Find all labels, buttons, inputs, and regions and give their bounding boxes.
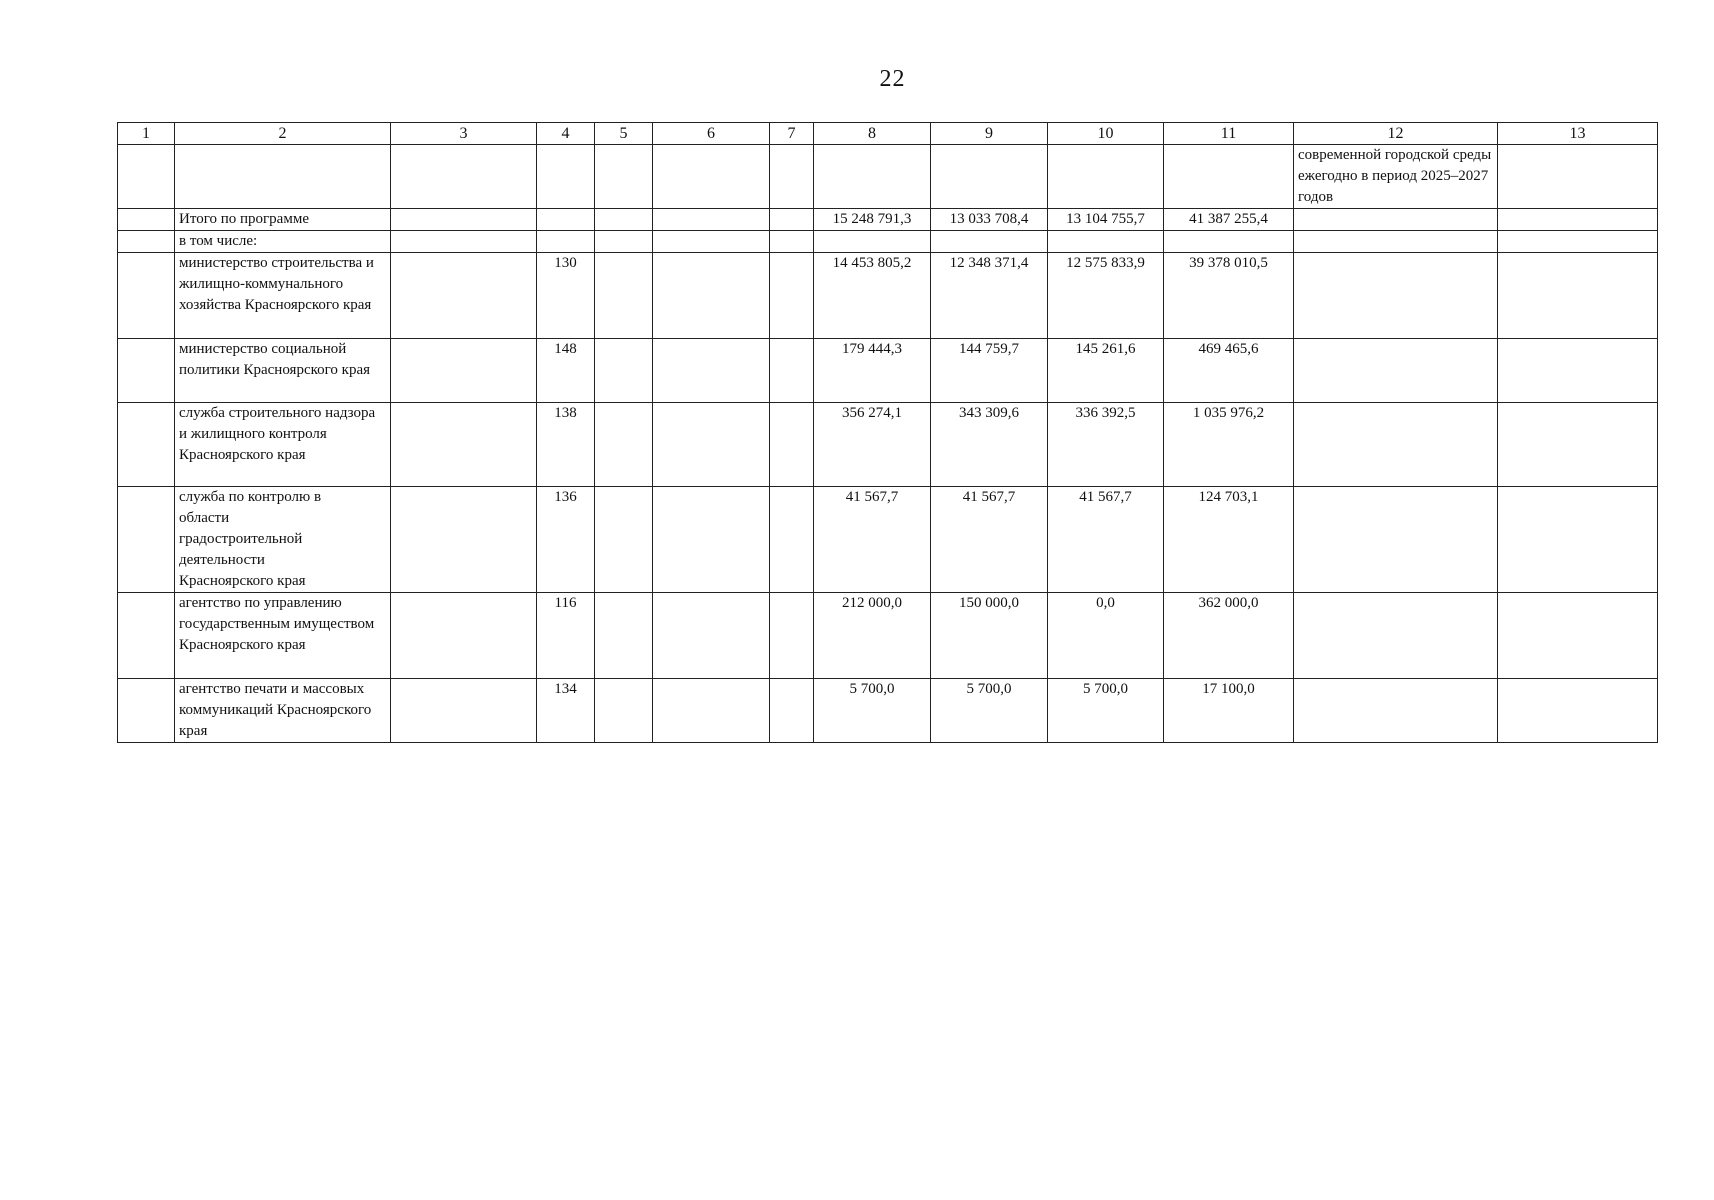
row-label: в том числе: bbox=[175, 231, 391, 253]
code-cell: 148 bbox=[537, 339, 595, 403]
amount-cell: 5 700,0 bbox=[1048, 679, 1164, 743]
page-number: 22 bbox=[879, 66, 906, 92]
result-cell bbox=[1294, 679, 1498, 743]
column-number-row bbox=[118, 123, 1658, 145]
table-row bbox=[118, 145, 1658, 209]
result-cell bbox=[1294, 231, 1498, 253]
result-cell: современной городской среды ежегодно в период 2025–2027 годов bbox=[1294, 145, 1498, 209]
code-cell bbox=[537, 209, 595, 231]
code-cell: 134 bbox=[537, 679, 595, 743]
code-cell bbox=[537, 145, 595, 209]
amount-cell: 5 700,0 bbox=[814, 679, 931, 743]
amount-cell: 13 104 755,7 bbox=[1048, 209, 1164, 231]
column-number: 7 bbox=[770, 123, 814, 145]
amount-cell: 15 248 791,3 bbox=[814, 209, 931, 231]
amount-cell bbox=[931, 231, 1048, 253]
amount-cell: 1 035 976,2 bbox=[1164, 403, 1294, 487]
amount-cell: 144 759,7 bbox=[931, 339, 1048, 403]
column-number: 6 bbox=[653, 123, 770, 145]
row-label: агентство по управлению государственным имуществом Красноярского края bbox=[175, 593, 391, 679]
column-number: 12 bbox=[1294, 123, 1498, 145]
amount-cell: 145 261,6 bbox=[1048, 339, 1164, 403]
table-row bbox=[118, 209, 1658, 231]
column-number: 13 bbox=[1498, 123, 1658, 145]
amount-cell: 343 309,6 bbox=[931, 403, 1048, 487]
code-cell bbox=[537, 231, 595, 253]
amount-cell: 0,0 bbox=[1048, 593, 1164, 679]
amount-cell: 41 567,7 bbox=[931, 487, 1048, 593]
row-label: Итого по программе bbox=[175, 209, 391, 231]
result-cell bbox=[1294, 593, 1498, 679]
row-label: служба строительного надзора и жилищного контроля Красноярского края bbox=[175, 403, 391, 487]
amount-cell: 212 000,0 bbox=[814, 593, 931, 679]
column-number: 2 bbox=[175, 123, 391, 145]
table-row bbox=[118, 487, 1658, 593]
table-row bbox=[118, 253, 1658, 339]
amount-cell: 336 392,5 bbox=[1048, 403, 1164, 487]
amount-cell bbox=[931, 145, 1048, 209]
amount-cell: 179 444,3 bbox=[814, 339, 931, 403]
result-cell bbox=[1294, 487, 1498, 593]
column-number: 9 bbox=[931, 123, 1048, 145]
amount-cell: 124 703,1 bbox=[1164, 487, 1294, 593]
table-row bbox=[118, 593, 1658, 679]
amount-cell: 14 453 805,2 bbox=[814, 253, 931, 339]
amount-cell: 356 274,1 bbox=[814, 403, 931, 487]
amount-cell bbox=[814, 231, 931, 253]
row-label bbox=[175, 145, 391, 209]
result-cell bbox=[1294, 209, 1498, 231]
amount-cell: 150 000,0 bbox=[931, 593, 1048, 679]
amount-cell: 12 575 833,9 bbox=[1048, 253, 1164, 339]
column-number: 8 bbox=[814, 123, 931, 145]
code-cell: 130 bbox=[537, 253, 595, 339]
budget-table bbox=[117, 122, 1658, 743]
amount-cell: 362 000,0 bbox=[1164, 593, 1294, 679]
amount-cell bbox=[1164, 231, 1294, 253]
code-cell: 116 bbox=[537, 593, 595, 679]
result-cell bbox=[1294, 339, 1498, 403]
row-label: агентство печати и массовых коммуникаций Красноярского края bbox=[175, 679, 391, 743]
amount-cell: 41 567,7 bbox=[814, 487, 931, 593]
amount-cell: 5 700,0 bbox=[931, 679, 1048, 743]
table-row bbox=[118, 231, 1658, 253]
column-number: 11 bbox=[1164, 123, 1294, 145]
amount-cell bbox=[1048, 145, 1164, 209]
row-label: министерство социальной политики Красноярского края bbox=[175, 339, 391, 403]
amount-cell: 469 465,6 bbox=[1164, 339, 1294, 403]
amount-cell: 17 100,0 bbox=[1164, 679, 1294, 743]
column-number: 4 bbox=[537, 123, 595, 145]
table-row bbox=[118, 339, 1658, 403]
table-row bbox=[118, 679, 1658, 743]
column-number: 10 bbox=[1048, 123, 1164, 145]
amount-cell: 13 033 708,4 bbox=[931, 209, 1048, 231]
row-label: служба по контролю в области градостроительной деятельности Красноярского края bbox=[175, 487, 391, 593]
row-label: министерство строительства и жилищно-коммунального хозяйства Красноярского края bbox=[175, 253, 391, 339]
amount-cell: 12 348 371,4 bbox=[931, 253, 1048, 339]
amount-cell bbox=[814, 145, 931, 209]
amount-cell: 39 378 010,5 bbox=[1164, 253, 1294, 339]
table-row bbox=[118, 403, 1658, 487]
amount-cell bbox=[1164, 145, 1294, 209]
result-cell bbox=[1294, 403, 1498, 487]
code-cell: 138 bbox=[537, 403, 595, 487]
amount-cell: 41 567,7 bbox=[1048, 487, 1164, 593]
amount-cell bbox=[1048, 231, 1164, 253]
result-cell bbox=[1294, 253, 1498, 339]
code-cell: 136 bbox=[537, 487, 595, 593]
column-number: 1 bbox=[118, 123, 175, 145]
column-number: 3 bbox=[391, 123, 537, 145]
column-number: 5 bbox=[595, 123, 653, 145]
amount-cell: 41 387 255,4 bbox=[1164, 209, 1294, 231]
